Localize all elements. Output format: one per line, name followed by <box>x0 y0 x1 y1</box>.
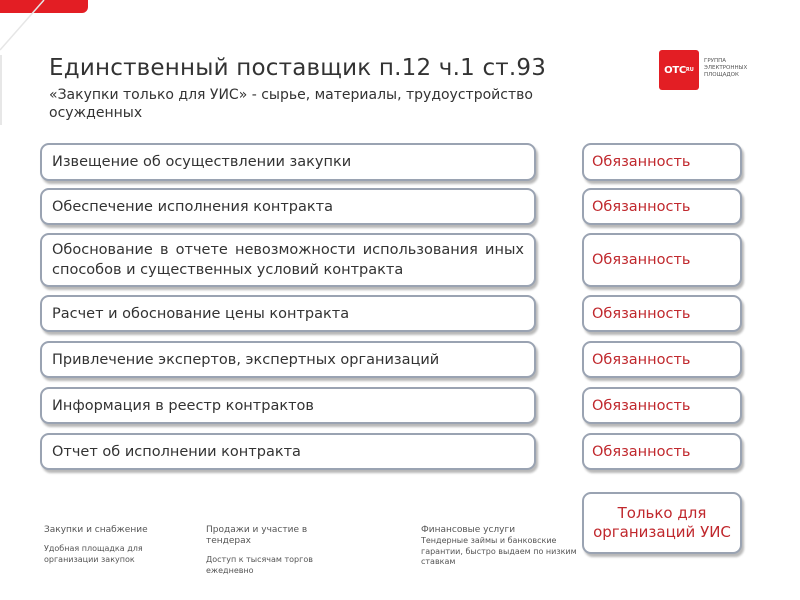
row-label: Привлечение экспертов, экспертных организаций <box>40 341 536 378</box>
logo-mark-text: OTC <box>664 64 686 76</box>
footer-text: Тендерные займы и банковские гарантии, быстро выдаем по низким ставкам <box>421 536 577 566</box>
otc-logo-mark <box>659 50 699 90</box>
row-status-badge: Обязанность <box>582 387 742 424</box>
row-label: Обеспечение исполнения контракта <box>40 188 536 225</box>
corner-accent-tab <box>0 0 88 13</box>
page-title: Единственный поставщик п.12 ч.1 ст.93 <box>49 55 547 81</box>
footer-heading: Продажи и участие в тендерах <box>206 525 308 546</box>
row-label: Извещение об осуществлении закупки <box>40 143 536 181</box>
row-status-badge: Обязанность <box>582 143 742 181</box>
row-label: Отчет об исполнении контракта <box>40 433 536 470</box>
row-status-badge: Обязанность <box>582 295 742 332</box>
row-status-badge: Обязанность <box>582 233 742 287</box>
row-status-badge: Обязанность <box>582 188 742 225</box>
logo-caption: ГРУППА ЭЛЕКТРОННЫХ ПЛОЩАДОК <box>704 58 748 78</box>
footer-column-procurement <box>44 525 164 565</box>
uis-only-note: Только для организаций УИС <box>582 492 742 554</box>
row-status-badge: Обязанность <box>582 341 742 378</box>
row-status-badge: Обязанность <box>582 433 742 470</box>
logo-mark-suffix: RU <box>685 67 694 73</box>
page-subtitle: «Закупки только для УИС» - сырье, материалы, трудоустройство осужденных <box>49 87 533 121</box>
footer-text: Удобная площадка для организации закупок <box>44 544 143 564</box>
row-label: Информация в реестр контрактов <box>40 387 536 424</box>
row-label: Расчет и обоснование цены контракта <box>40 295 536 332</box>
footer-heading: Закупки и снабжение <box>44 525 148 535</box>
footer-column-finance <box>421 525 591 568</box>
footer-heading: Финансовые услуги <box>421 525 516 535</box>
footer-column-sales <box>206 525 346 576</box>
otc-logo <box>659 50 769 90</box>
row-label: Обоснование в отчете невозможности использования иных способов и существенных условий контракта <box>40 233 536 287</box>
footer-text: Доступ к тысячам торгов ежедневно <box>206 555 313 575</box>
